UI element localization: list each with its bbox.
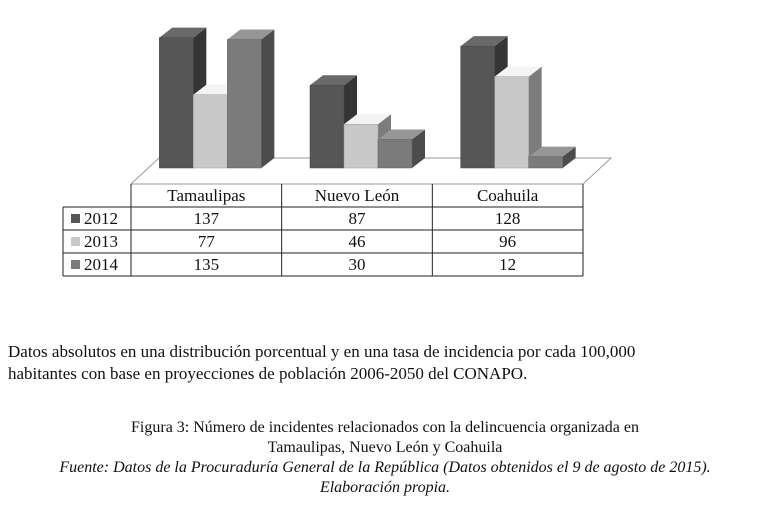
legend-swatch-2012 xyxy=(71,214,80,223)
table-value-2012-nuevo-leon: 87 xyxy=(348,209,366,228)
source-line1: Fuente: Datos de la Procuraduría General de la República (Datos obtenidos el 9 de agosto de 2015). xyxy=(59,459,711,476)
bar-nuevo-leon-2014 xyxy=(378,139,412,168)
table-value-2014-coahuila: 12 xyxy=(499,255,517,274)
category-label-nuevo-leon: Nuevo León xyxy=(314,186,400,205)
figure-caption-line1: Figura 3: Número de incidentes relacionados con la delincuencia organizada en xyxy=(131,419,639,436)
category-label-coahuila: Coahuila xyxy=(476,186,539,205)
table-value-2013-tamaulipas: 77 xyxy=(197,232,215,251)
table-value-2013-nuevo-leon: 46 xyxy=(348,232,366,251)
legend-swatch-2013 xyxy=(71,237,80,246)
bar-nuevo-leon-2013 xyxy=(344,124,378,168)
table-value-2012-tamaulipas: 137 xyxy=(193,209,220,228)
bar-nuevo-leon-2012 xyxy=(310,85,344,168)
legend-swatch-2014 xyxy=(71,260,80,269)
figure-caption-line2: Tamaulipas, Nuevo León y Coahuila xyxy=(267,439,503,456)
bar-coahuila-2014 xyxy=(529,157,563,168)
legend-label-2013: 2013 xyxy=(84,232,118,251)
source-line2: Elaboración propia. xyxy=(319,479,451,496)
legend-label-2012: 2012 xyxy=(84,209,118,228)
bar-coahuila-2013 xyxy=(495,77,529,168)
bar-tamaulipas-2013 xyxy=(193,95,227,168)
category-label-tamaulipas: Tamaulipas xyxy=(167,186,246,205)
table-value-2013-coahuila: 96 xyxy=(499,232,517,251)
table-value-2014-nuevo-leon: 30 xyxy=(348,255,366,274)
table-value-2014-tamaulipas: 135 xyxy=(193,255,220,274)
table-value-2012-coahuila: 128 xyxy=(494,209,521,228)
data-note: Datos absolutos en una distribución porcentual y en una tasa de incidencia por cada 100,000 habitantes con base en proyecciones de población 2006-2050 del CONAPO. xyxy=(8,342,636,383)
bar-tamaulipas-2014-side xyxy=(261,30,274,168)
bar-coahuila-2012 xyxy=(461,46,495,168)
source-caption xyxy=(0,458,770,498)
bar-tamaulipas-2014 xyxy=(227,40,261,168)
bar-tamaulipas-2012 xyxy=(159,38,193,168)
figure-caption xyxy=(0,418,770,458)
legend-label-2014: 2014 xyxy=(84,255,118,274)
